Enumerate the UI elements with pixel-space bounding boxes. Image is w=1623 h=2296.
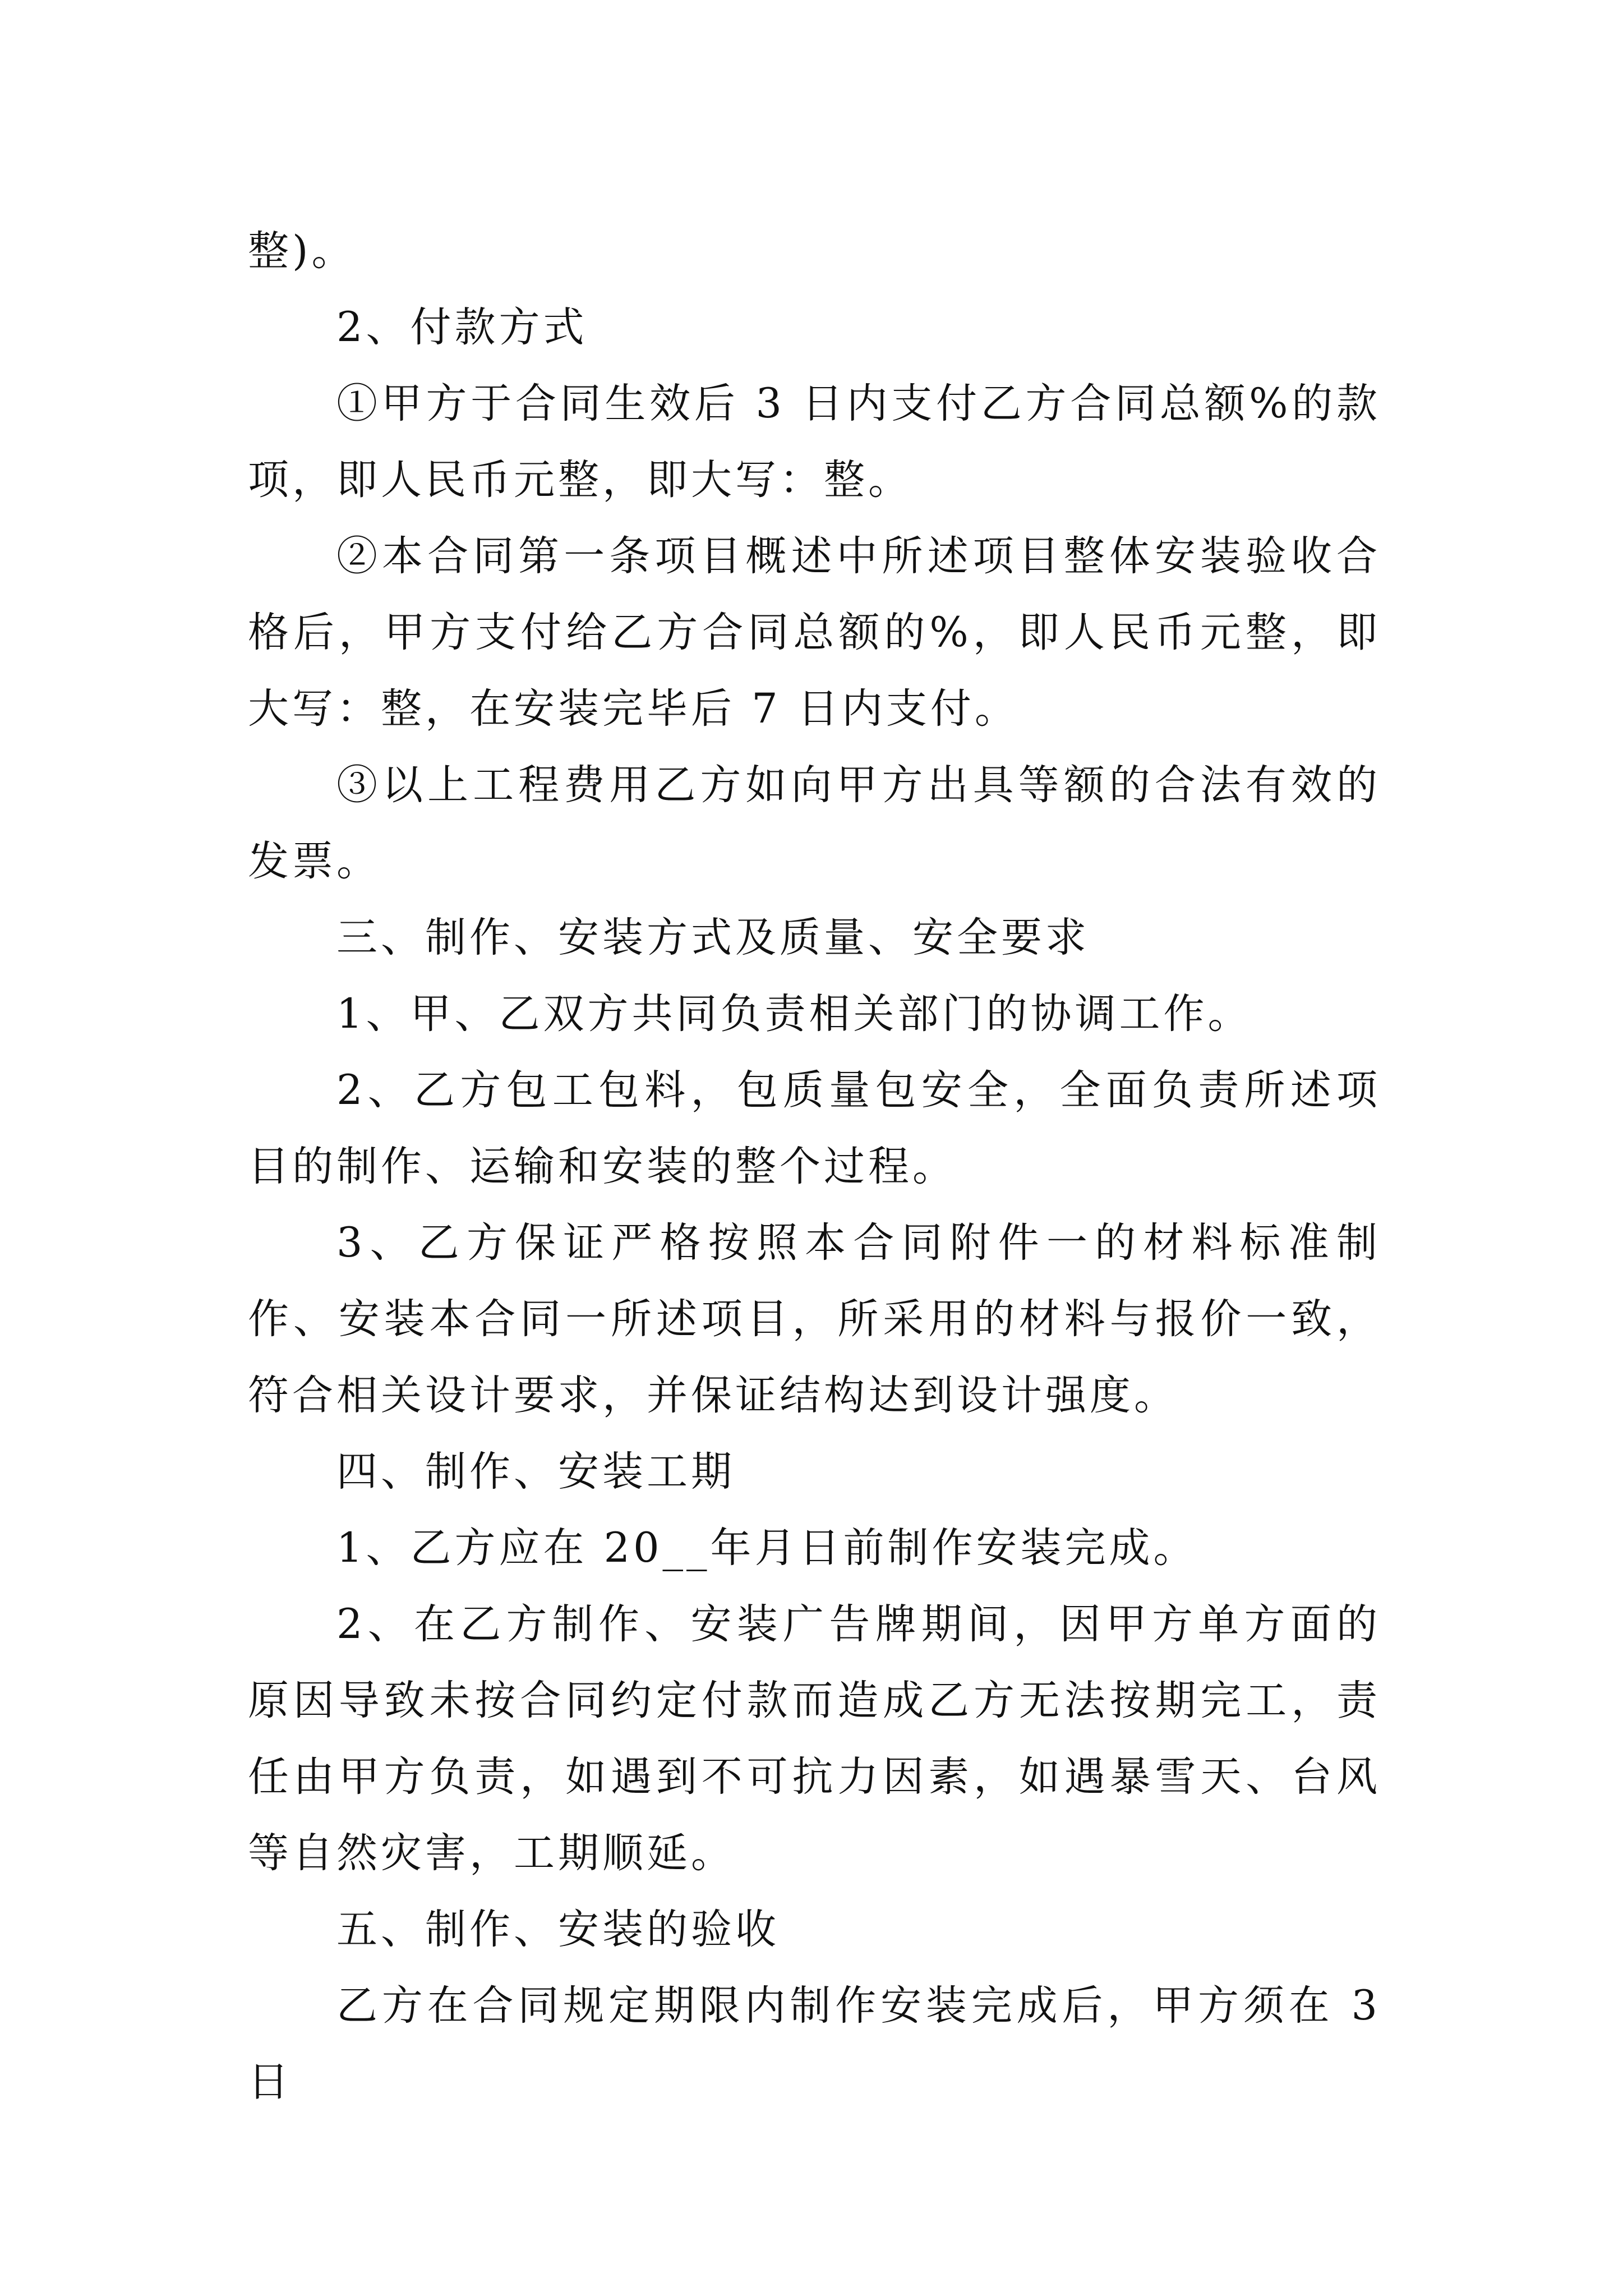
paragraph-payment-item-1: ①甲方于合同生效后 3 日内支付乙方合同总额%的款项，即人民币元整，即大写：整。 [248, 380, 1381, 504]
paragraph-section-4-item-2: 2、在乙方制作、安装广告牌期间，因甲方单方面的原因导致未按合同约定付款而造成乙方无法按期完工，责任由甲方负责，如遇到不可抗力因素，如遇暴雪天、台风等自然灾害，工期顺延。 [248, 1600, 1381, 1877]
section-heading-5: 五、制作、安装的验收 [336, 1906, 780, 1953]
document-body [248, 213, 1381, 2120]
section-heading-3: 三、制作、安装方式及质量、安全要求 [336, 914, 1090, 961]
paragraph-amount-continuation: 整)。 [248, 227, 356, 275]
paragraph-section-3-item-3: 3、乙方保证严格按照本合同附件一的材料标准制作、安装本合同一所述项目，所采用的材料与报价一致，符合相关设计要求，并保证结构达到设计强度。 [248, 1219, 1381, 1419]
paragraph-payment-item-3: ③以上工程费用乙方如向甲方出具等额的合法有效的发票。 [248, 761, 1381, 885]
paragraph-section-4-item-1: 1、乙方应在 20__年月日前制作安装完成。 [336, 1524, 1198, 1572]
paragraph-section-3-item-1: 1、甲、乙双方共同负责相关部门的协调工作。 [336, 990, 1252, 1038]
paragraph-section-5-body: 乙方在合同规定期限内制作安装完成后，甲方须在 3 日 [248, 1982, 1381, 2106]
paragraph-section-3-item-2: 2、乙方包工包料，包质量包安全，全面负责所述项目的制作、运输和安装的整个过程。 [248, 1066, 1381, 1190]
paragraph-payment-item-2: ②本合同第一条项目概述中所述项目整体安装验收合格后，甲方支付给乙方合同总额的%，即人民币元整，即大写：整，在安装完毕后 7 日内支付。 [248, 532, 1381, 733]
heading-payment-method: 2、付款方式 [336, 303, 588, 351]
section-heading-4: 四、制作、安装工期 [336, 1448, 735, 1496]
